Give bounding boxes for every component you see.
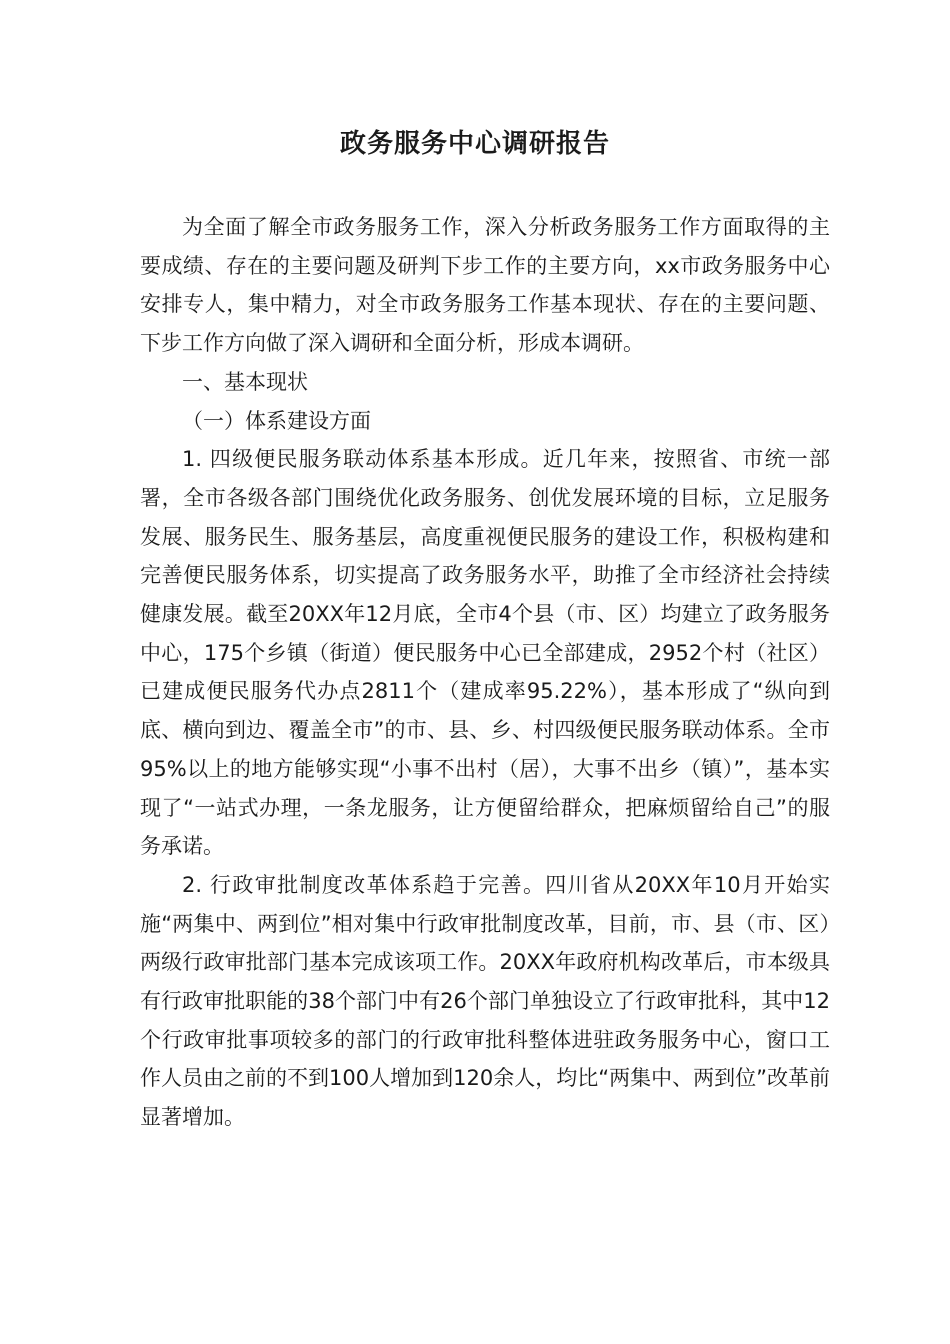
paragraph-intro: 为全面了解全市政务服务工作，深入分析政务服务工作方面取得的主要成绩、存在的主要问题及研判下步工作的主要方向，xx市政务服务中心安排专人，集中精力，对全市政务服务工作基本现状、存在的主要问题、下步工作方向做了深入调研和全面分析，形成本调研。 [140, 215, 830, 356]
paragraph-point-1: 1. 四级便民服务联动体系基本形成。近几年来，按照省、市统一部署，全市各级各部门围绕优化政务服务、创优发展环境的目标，立足服务发展、服务民生、服务基层，高度重视便民服务的建设工作，积极构建和完善便民服务体系，切实提高了政务服务水平，助推了全市经济社会持续健康发展。截至20XX年12月底，全市4个县（市、区）均建立了政务服务中心，175个乡镇（街道）便民服务中心已全部建成，2952个村（社区）已建成便民服务代办点2811个（建成率95.22%），基本形成了“纵向到底、横向到边、覆盖全市”的市、县、乡、村四级便民服务联动体系。全市95%以上的地方能够实现“小事不出村（居），大事不出乡（镇）”，基本实现了“一站式办理，一条龙服务，让方便留给群众，把麻烦留给自己”的服务承诺。 [140, 447, 830, 859]
document-body [140, 208, 830, 1137]
document-title: 政务服务中心调研报告 [339, 129, 610, 159]
section-heading-basic-status: 一、基本现状 [182, 369, 308, 394]
paragraph-point-2: 2. 行政审批制度改革体系趋于完善。四川省从20XX年10月开始实施“两集中、两到位”相对集中行政审批制度改革，目前，市、县（市、区）两级行政审批部门基本完成该项工作。20XX年政府机构改革后，市本级具有行政审批职能的38个部门中有26个部门单独设立了行政审批科，其中12个行政审批事项较多的部门的行政审批科整体进驻政务服务中心，窗口工作人员由之前的不到100人增加到120余人，均比“两集中、两到位”改革前显著增加。 [140, 872, 830, 1130]
subsection-heading-system-building: （一）体系建设方面 [182, 408, 371, 433]
